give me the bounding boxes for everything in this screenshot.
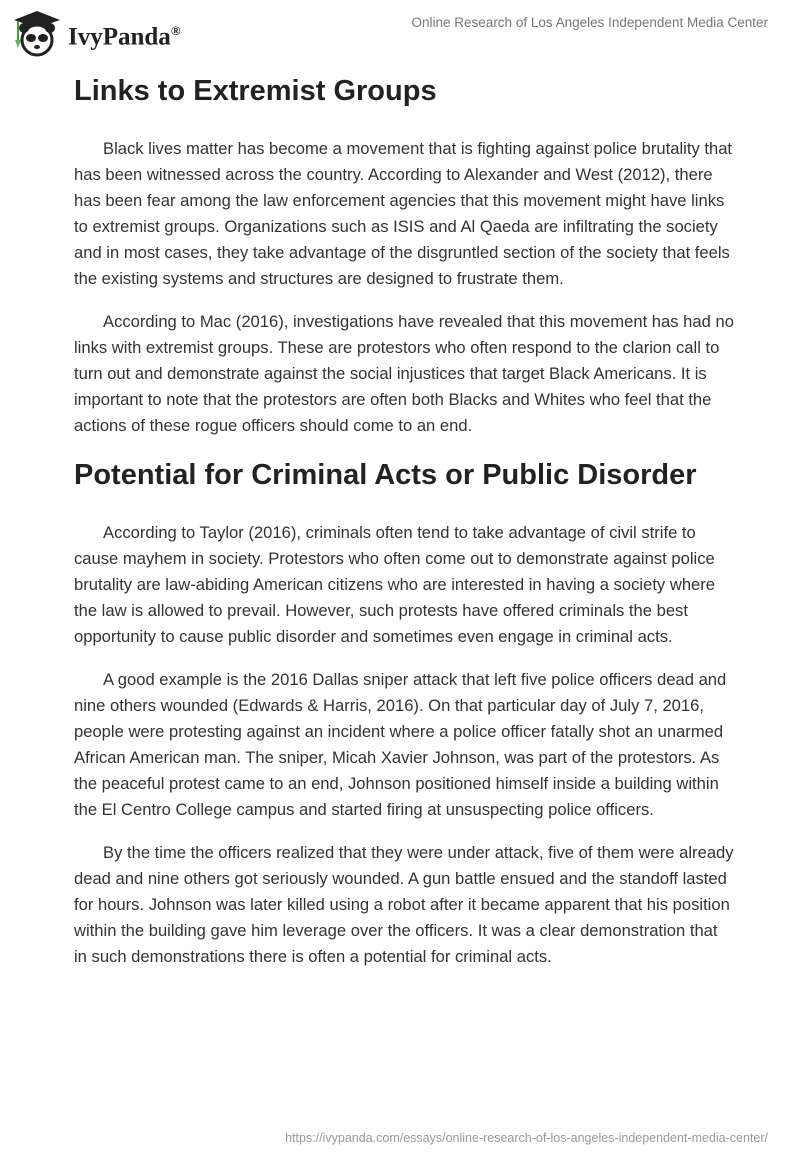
paragraph: A good example is the 2016 Dallas sniper attack that left five police officers dead and nine others wounded (Edwards & Harris, 2016). On that particular day of July 7, 2016, people were protesting against an incident where a police officer fatally shot an unarmed African American man. The sniper, Micah Xavier Johnson, was part of the protestors. As the peaceful protest came to an end, Johnson positioned himself inside a building within the El Centro College campus and started firing at unsuspecting police officers.	[74, 670, 727, 819]
paragraph: According to Mac (2016), investigations have revealed that this movement has had no links with extremist groups. These are protestors who often respond to the clarion call to turn out and demonstrate against the social injustices that target Black Americans. It is important to note that the protestors are often both Blacks and Whites who feel that the actions of these rogue officers should come to an end.	[74, 312, 734, 435]
paragraph: According to Taylor (2016), criminals often tend to take advantage of civil strife to cause mayhem in society. Protestors who often come out to demonstrate against police brutality are law-abiding American citizens who are interested in having a society where the law is allowed to prevail. However, such protests have offered criminals the best opportunity to cause public disorder and sometimes even engage in criminal acts.	[74, 523, 716, 646]
essay-content	[74, 72, 734, 987]
panda-graduate-icon	[12, 8, 62, 58]
paragraph: Black lives matter has become a movement that is fighting against police brutality that has been witnessed across the country. According to Alexander and West (2012), there has been fear among the law enforcement agencies that this movement might have links to extremist groups. Organizations such as ISIS and Al Qaeda are infiltrating the society and in most cases, they take advantage of the disgruntled section of the society that feels the existing systems and structures are designed to frustrate them.	[74, 139, 733, 288]
logo-text: IvyPanda®	[68, 22, 181, 51]
source-url[interactable]: https://ivypanda.com/essays/online-research-of-los-angeles-independent-media-center/	[285, 1131, 768, 1145]
section-heading: Links to Extremist Groups	[74, 75, 437, 107]
paragraph: By the time the officers realized that they were under attack, five of them were already dead and nine others got seriously wounded. A gun battle ensued and the standoff lasted for hours. Johnson was later killed using a robot after it became apparent that his position within the building gave him leverage over the officers. It was a clear demonstration that in such demonstrations there is often a potential for criminal acts.	[74, 843, 734, 966]
document-title: Online Research of Los Angeles Independent Media Center	[411, 15, 768, 30]
section-heading: Potential for Criminal Acts or Public Disorder	[74, 459, 697, 491]
ivypanda-logo[interactable]	[12, 8, 181, 58]
